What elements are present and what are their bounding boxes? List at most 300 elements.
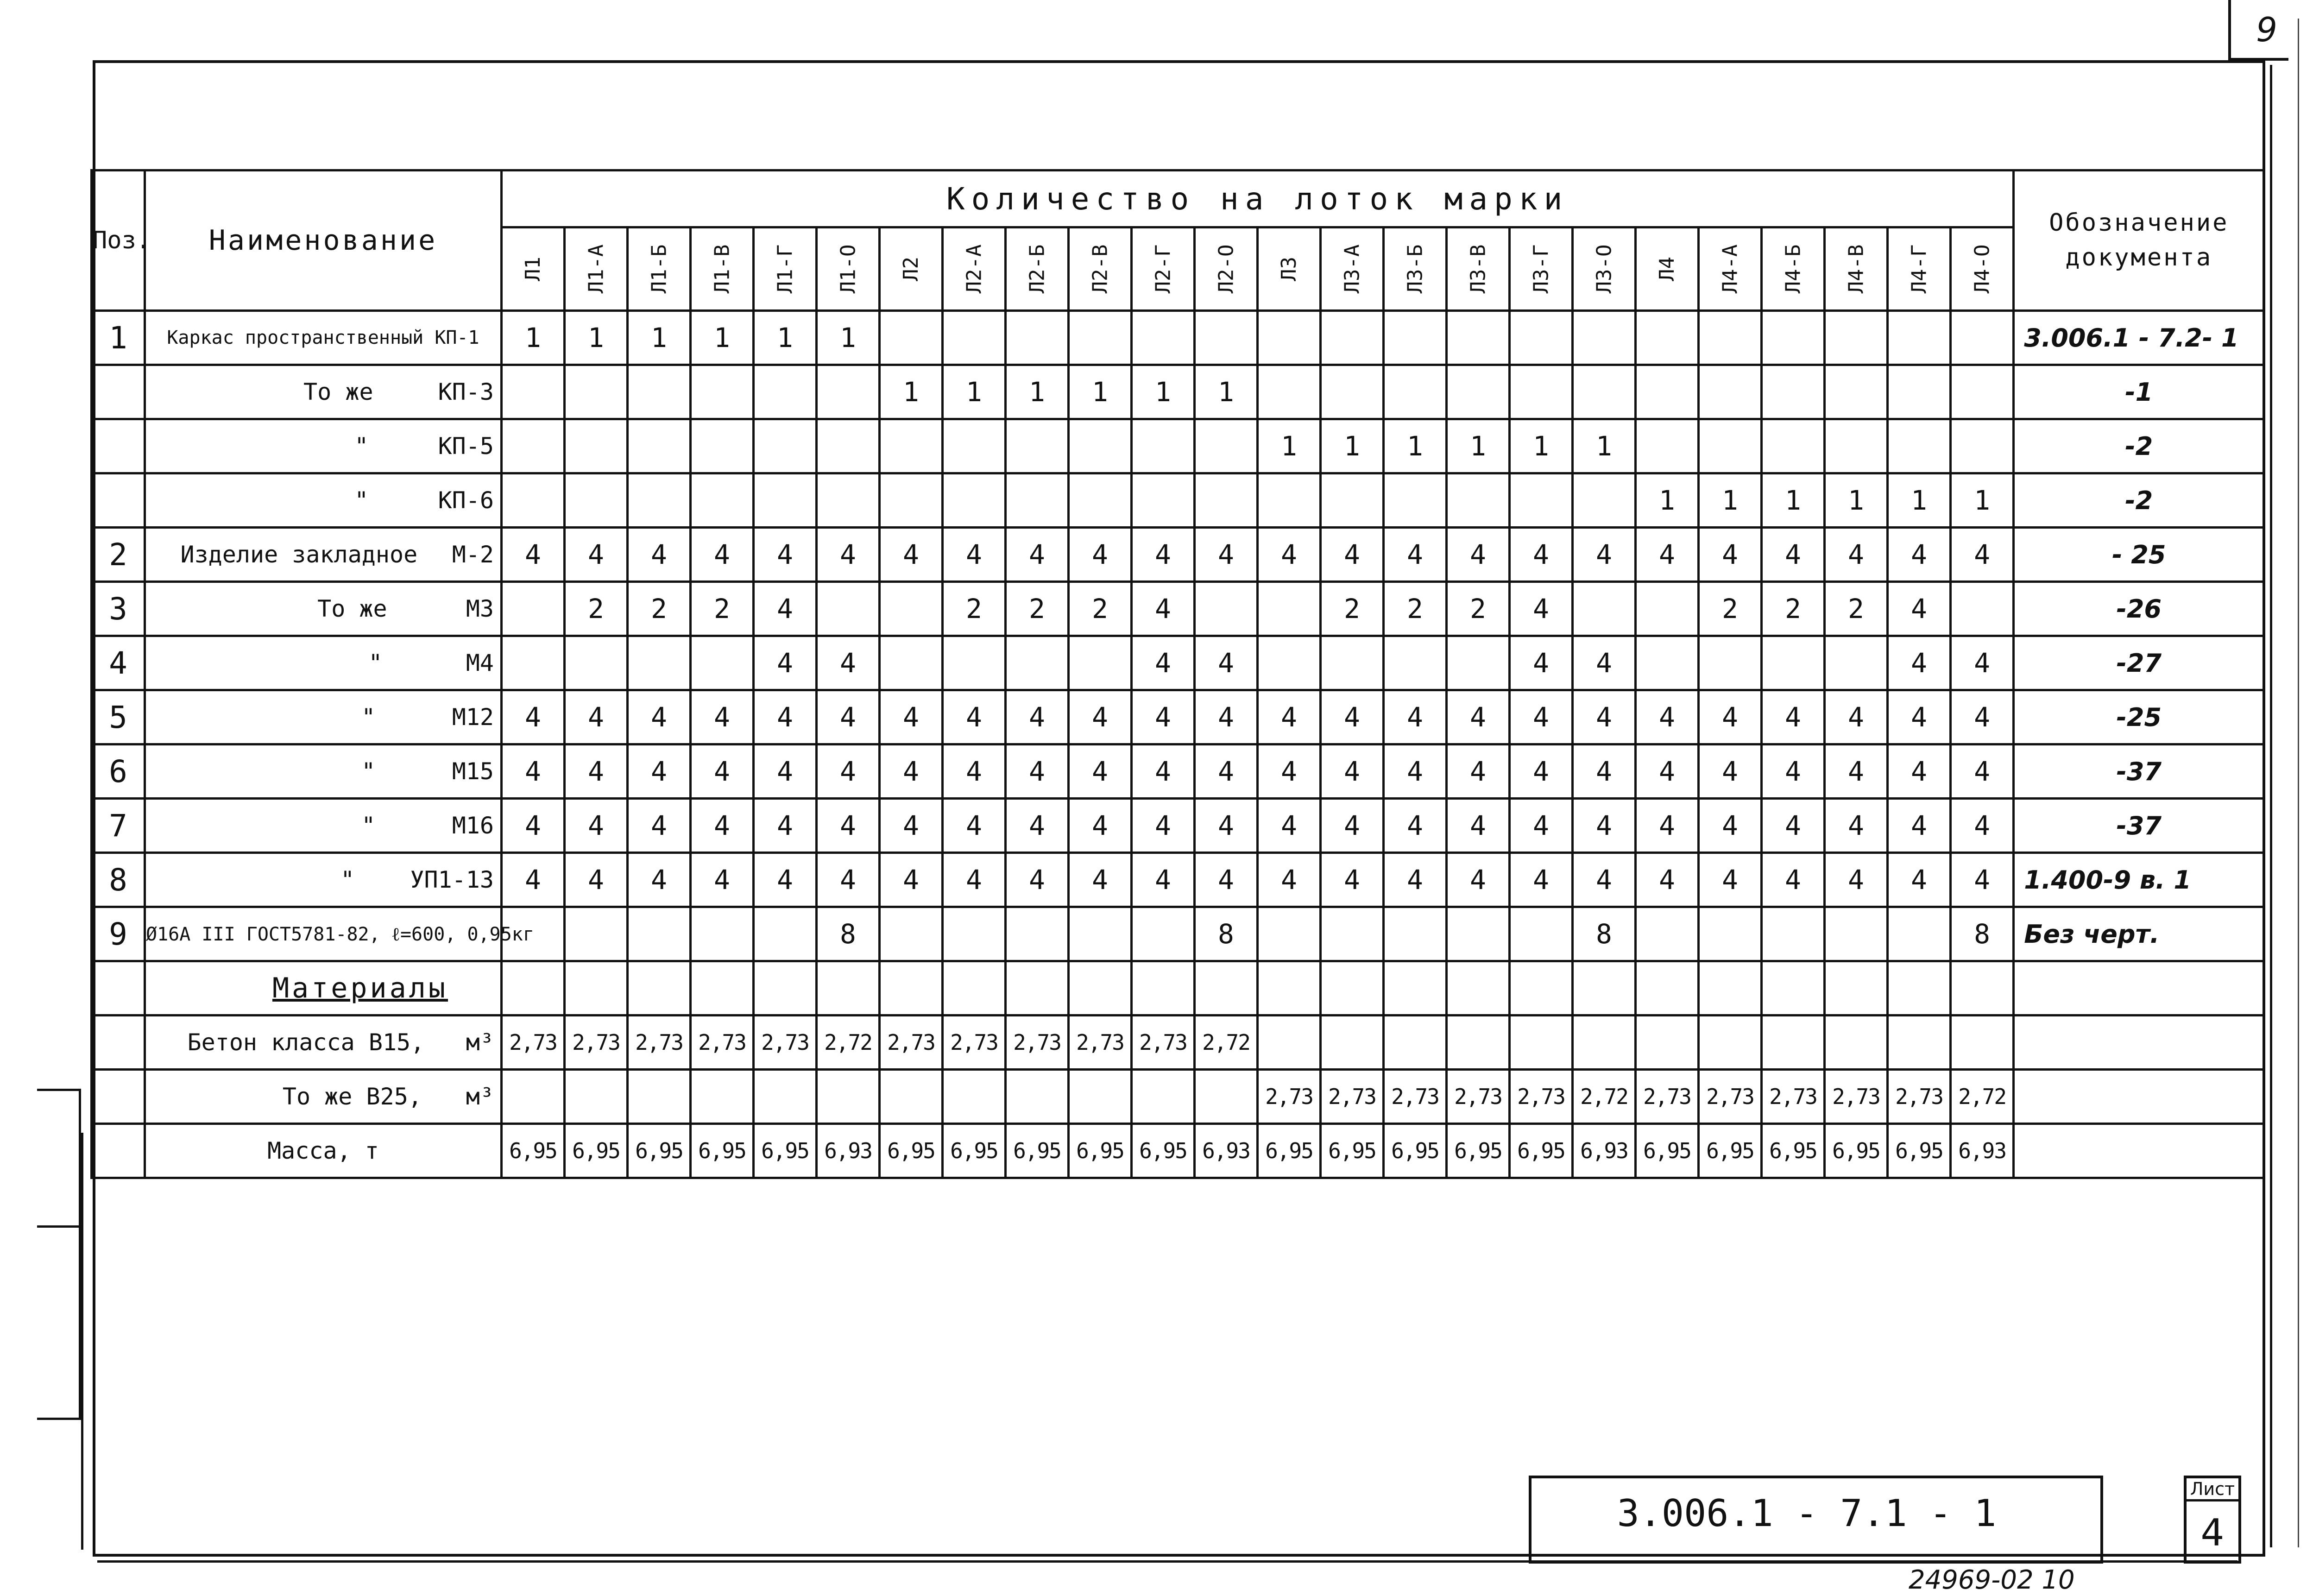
mark-header-cell <box>943 227 1006 311</box>
row-document: -26 <box>2014 582 2264 636</box>
quantity-cell: 4 <box>1132 744 1195 799</box>
mark-header-cell <box>1384 227 1447 311</box>
mark-header-cell <box>1636 227 1699 311</box>
quantity-cell <box>628 473 691 528</box>
row-code: М12 <box>452 704 494 731</box>
page-number: 9 <box>2256 10 2277 49</box>
quantity-cell: 4 <box>691 853 754 907</box>
mark-label: Л1-Г <box>773 244 797 294</box>
quantity-cell <box>1069 1070 1132 1124</box>
quantity-cell: 4 <box>817 744 880 799</box>
quantity-cell: 4 <box>1762 853 1825 907</box>
quantity-cell <box>565 961 628 1016</box>
quantity-cell: 4 <box>1006 853 1069 907</box>
quantity-cell: 4 <box>1636 690 1699 744</box>
quantity-cell: 1 <box>628 311 691 365</box>
quantity-cell: 4 <box>1699 799 1762 853</box>
quantity-cell: 2,73 <box>1132 1016 1195 1070</box>
quantity-cell <box>1195 1070 1258 1124</box>
row-name-cell <box>145 636 502 690</box>
quantity-cell <box>1006 961 1069 1016</box>
quantity-cell <box>1006 1070 1069 1124</box>
quantity-cell: 4 <box>1888 744 1951 799</box>
quantity-cell: 2,73 <box>1258 1070 1321 1124</box>
row-code: м³ <box>466 1029 494 1056</box>
quantity-cell: 2 <box>691 582 754 636</box>
quantity-cell: 4 <box>1888 799 1951 853</box>
quantity-cell <box>1447 961 1510 1016</box>
quantity-cell: 4 <box>1762 690 1825 744</box>
quantity-cell: 4 <box>880 799 943 853</box>
quantity-cell: 4 <box>691 528 754 582</box>
row-name-cell <box>145 311 502 365</box>
quantity-cell: 4 <box>1447 744 1510 799</box>
quantity-cell: 2 <box>943 582 1006 636</box>
quantity-cell: 4 <box>1195 636 1258 690</box>
mark-header-cell <box>880 227 943 311</box>
quantity-cell: 4 <box>1384 744 1447 799</box>
quantity-cell: 1 <box>691 311 754 365</box>
quantity-cell: 1 <box>1573 419 1636 473</box>
quantity-cell <box>1573 473 1636 528</box>
quantity-cell: 4 <box>1006 744 1069 799</box>
quantity-cell <box>1510 907 1573 961</box>
row-code: М4 <box>466 650 494 676</box>
quantity-cell: 4 <box>502 853 565 907</box>
quantity-cell <box>880 1070 943 1124</box>
quantity-cell: 4 <box>502 799 565 853</box>
row-name: Масса, т <box>267 1137 379 1164</box>
quantity-cell: 4 <box>1447 799 1510 853</box>
table-row <box>92 907 2264 961</box>
quantity-cell: 4 <box>1321 799 1384 853</box>
quantity-cell <box>502 636 565 690</box>
quantity-cell: 6,95 <box>565 1124 628 1178</box>
quantity-cell <box>1825 365 1888 419</box>
quantity-cell: 2 <box>1321 582 1384 636</box>
quantity-cell <box>691 907 754 961</box>
mark-label: Л1-А <box>584 244 608 294</box>
quantity-cell <box>754 473 817 528</box>
mark-label: Л3-Б <box>1403 244 1427 294</box>
quantity-cell: 6,95 <box>1762 1124 1825 1178</box>
quantity-cell: 4 <box>628 799 691 853</box>
quantity-cell: 2,73 <box>754 1016 817 1070</box>
row-name: Ø16А III ГОСТ5781-82, ℓ=600, 0,95кг <box>146 923 534 945</box>
quantity-cell: 4 <box>1510 853 1573 907</box>
quantity-cell: 4 <box>754 690 817 744</box>
mark-label: Л2-Г <box>1151 244 1175 294</box>
mark-label: Л4-Б <box>1781 244 1805 294</box>
quantity-cell: 4 <box>502 690 565 744</box>
quantity-cell <box>1762 419 1825 473</box>
quantity-cell: 1 <box>1699 473 1762 528</box>
quantity-cell <box>565 907 628 961</box>
table-row <box>92 799 2264 853</box>
binding-line <box>81 1133 83 1550</box>
quantity-cell: 6,93 <box>1195 1124 1258 1178</box>
quantity-cell <box>691 961 754 1016</box>
quantity-cell: 4 <box>1195 799 1258 853</box>
row-name: То же <box>303 378 373 405</box>
quantity-cell: 4 <box>1951 528 2014 582</box>
quantity-cell: 4 <box>1384 528 1447 582</box>
quantity-cell <box>691 1070 754 1124</box>
quantity-cell: 6,93 <box>817 1124 880 1178</box>
quantity-cell <box>1762 1016 1825 1070</box>
quantity-cell: 4 <box>754 853 817 907</box>
row-name-cell <box>145 365 502 419</box>
quantity-cell: 1 <box>1447 419 1510 473</box>
row-code: м³ <box>466 1083 494 1110</box>
quantity-cell: 1 <box>943 365 1006 419</box>
quantity-cell <box>817 1070 880 1124</box>
quantity-cell: 4 <box>502 528 565 582</box>
quantity-cell: 4 <box>817 690 880 744</box>
mark-header-cell <box>1699 227 1762 311</box>
quantity-cell: 4 <box>1951 799 2014 853</box>
table-row <box>92 961 2264 1016</box>
quantity-cell: 6,95 <box>691 1124 754 1178</box>
quantity-cell: 2,73 <box>1447 1070 1510 1124</box>
row-document: Без черт. <box>2014 907 2264 961</box>
quantity-cell <box>1006 636 1069 690</box>
row-name-cell <box>145 799 502 853</box>
quantity-cell <box>1195 311 1258 365</box>
quantity-cell: 1 <box>1510 419 1573 473</box>
row-name: " <box>361 704 376 731</box>
mark-header-cell <box>1951 227 2014 311</box>
quantity-cell <box>691 419 754 473</box>
header-quantity: Количество на лоток марки <box>502 170 2014 227</box>
quantity-cell <box>1384 636 1447 690</box>
row-name: Бетон класса В15, <box>187 1029 425 1056</box>
row-pos: 6 <box>92 744 145 799</box>
mark-header-cell <box>1132 227 1195 311</box>
table-row <box>92 636 2264 690</box>
quantity-cell: 4 <box>628 744 691 799</box>
quantity-cell: 4 <box>1951 853 2014 907</box>
row-pos <box>92 419 145 473</box>
quantity-cell <box>1762 365 1825 419</box>
mark-label: Л3-Г <box>1529 244 1553 294</box>
quantity-cell: 4 <box>1069 799 1132 853</box>
quantity-cell: 4 <box>1069 853 1132 907</box>
row-name-cell <box>145 907 534 961</box>
header-document-line2: документа <box>2065 244 2213 271</box>
row-name: " <box>368 650 383 676</box>
quantity-cell: 6,95 <box>1888 1124 1951 1178</box>
quantity-cell: 2 <box>1447 582 1510 636</box>
quantity-cell <box>1069 473 1132 528</box>
quantity-cell <box>1825 419 1888 473</box>
quantity-cell: 2,73 <box>1825 1070 1888 1124</box>
quantity-cell <box>1510 365 1573 419</box>
mark-label: Л1 <box>521 257 545 281</box>
quantity-cell <box>1699 365 1762 419</box>
row-name-cell <box>145 690 502 744</box>
row-code: КП-3 <box>438 378 494 405</box>
row-code: М3 <box>466 595 494 622</box>
table-row <box>92 1070 2264 1124</box>
mark-header-cell <box>1006 227 1069 311</box>
row-name: " <box>361 812 376 839</box>
quantity-cell <box>1888 907 1951 961</box>
row-name: Материалы <box>272 972 448 1004</box>
quantity-cell: 4 <box>1258 690 1321 744</box>
quantity-cell: 4 <box>1951 744 2014 799</box>
quantity-cell: 4 <box>691 690 754 744</box>
row-document <box>2014 1016 2264 1070</box>
quantity-cell: 2,73 <box>1699 1070 1762 1124</box>
quantity-cell: 2,73 <box>691 1016 754 1070</box>
quantity-cell <box>1132 907 1195 961</box>
quantity-cell: 4 <box>565 528 628 582</box>
quantity-cell: 2,72 <box>1195 1016 1258 1070</box>
row-name-cell <box>145 744 502 799</box>
quantity-cell: 4 <box>1510 690 1573 744</box>
row-code: М15 <box>452 758 494 785</box>
quantity-cell <box>1762 311 1825 365</box>
table-row <box>92 473 2264 528</box>
quantity-cell: 4 <box>880 744 943 799</box>
quantity-cell <box>1636 582 1699 636</box>
quantity-cell <box>943 473 1006 528</box>
quantity-cell: 2 <box>565 582 628 636</box>
quantity-cell: 4 <box>1573 690 1636 744</box>
quantity-cell <box>1888 961 1951 1016</box>
quantity-cell <box>1888 365 1951 419</box>
row-pos: 8 <box>92 853 145 907</box>
quantity-cell: 4 <box>1006 528 1069 582</box>
quantity-cell: 6,95 <box>1384 1124 1447 1178</box>
quantity-cell <box>1510 1016 1573 1070</box>
quantity-cell: 4 <box>754 799 817 853</box>
quantity-cell <box>754 365 817 419</box>
quantity-cell <box>1006 907 1069 961</box>
quantity-cell: 4 <box>1384 853 1447 907</box>
quantity-cell <box>754 961 817 1016</box>
quantity-cell <box>1321 1016 1384 1070</box>
quantity-cell <box>1258 473 1321 528</box>
mark-label: Л4-В <box>1844 244 1868 294</box>
quantity-cell: 4 <box>1888 853 1951 907</box>
mark-label: Л3-В <box>1466 244 1490 294</box>
table-row <box>92 528 2264 582</box>
quantity-cell <box>1510 311 1573 365</box>
mark-header-cell <box>502 227 565 311</box>
row-name-cell <box>145 853 502 907</box>
mark-header-cell <box>1195 227 1258 311</box>
quantity-cell: 4 <box>1573 799 1636 853</box>
quantity-cell: 4 <box>1951 636 2014 690</box>
row-pos: 1 <box>92 311 145 365</box>
quantity-cell <box>1321 473 1384 528</box>
quantity-cell: 4 <box>1132 799 1195 853</box>
quantity-cell <box>1762 961 1825 1016</box>
quantity-cell: 4 <box>1069 744 1132 799</box>
quantity-cell: 4 <box>817 853 880 907</box>
quantity-cell <box>817 419 880 473</box>
quantity-cell: 2 <box>1006 582 1069 636</box>
row-code: КП-5 <box>438 433 494 460</box>
quantity-cell: 6,95 <box>1258 1124 1321 1178</box>
quantity-cell <box>565 1070 628 1124</box>
row-document: 1.400-9 в. 1 <box>2014 853 2264 907</box>
quantity-cell: 4 <box>754 636 817 690</box>
header-document <box>2014 170 2264 311</box>
quantity-cell <box>691 365 754 419</box>
quantity-cell: 4 <box>1069 690 1132 744</box>
row-document: -25 <box>2014 690 2264 744</box>
row-document <box>2014 1070 2264 1124</box>
quantity-cell: 2 <box>628 582 691 636</box>
mark-header-cell <box>628 227 691 311</box>
quantity-cell: 4 <box>628 528 691 582</box>
row-code: М-2 <box>452 541 494 568</box>
mark-header-cell <box>754 227 817 311</box>
quantity-cell <box>1321 907 1384 961</box>
quantity-cell: 6,95 <box>1510 1124 1573 1178</box>
row-pos: 3 <box>92 582 145 636</box>
quantity-cell: 6,95 <box>628 1124 691 1178</box>
quantity-cell <box>1825 961 1888 1016</box>
row-document: -2 <box>2014 419 2264 473</box>
table-row <box>92 1016 2264 1070</box>
quantity-cell <box>1321 961 1384 1016</box>
mark-label: Л3-О <box>1592 244 1616 294</box>
row-name-cell <box>145 528 502 582</box>
quantity-cell <box>943 961 1006 1016</box>
quantity-cell <box>1132 473 1195 528</box>
quantity-cell <box>1636 961 1699 1016</box>
quantity-cell <box>1258 1016 1321 1070</box>
row-document: -37 <box>2014 799 2264 853</box>
quantity-cell <box>1951 582 2014 636</box>
quantity-cell: 4 <box>1699 528 1762 582</box>
quantity-cell: 1 <box>502 311 565 365</box>
quantity-cell: 4 <box>1258 744 1321 799</box>
quantity-cell <box>1699 907 1762 961</box>
quantity-cell <box>880 636 943 690</box>
sheet-label: Лист <box>2184 1479 2241 1501</box>
quantity-cell <box>1384 961 1447 1016</box>
binding-strip-upper <box>37 1089 81 1228</box>
quantity-cell: 2 <box>1762 582 1825 636</box>
quantity-cell <box>1069 419 1132 473</box>
quantity-cell <box>1951 365 2014 419</box>
quantity-cell <box>1447 311 1510 365</box>
quantity-cell: 1 <box>1006 365 1069 419</box>
quantity-cell: 2,73 <box>1888 1070 1951 1124</box>
quantity-cell: 4 <box>1825 799 1888 853</box>
row-pos: 7 <box>92 799 145 853</box>
table-row <box>92 582 2264 636</box>
quantity-cell: 4 <box>1762 799 1825 853</box>
quantity-cell <box>1258 311 1321 365</box>
row-pos: 9 <box>92 907 145 961</box>
quantity-cell: 6,95 <box>1321 1124 1384 1178</box>
quantity-cell: 4 <box>1447 528 1510 582</box>
quantity-cell <box>880 473 943 528</box>
quantity-cell: 6,95 <box>1132 1124 1195 1178</box>
quantity-cell <box>502 419 565 473</box>
quantity-cell: 4 <box>1636 528 1699 582</box>
quantity-cell: 4 <box>1321 853 1384 907</box>
archive-number: 24969-02 10 <box>1909 1565 2075 1595</box>
quantity-cell <box>1825 907 1888 961</box>
quantity-cell: 4 <box>1510 528 1573 582</box>
quantity-cell: 4 <box>502 744 565 799</box>
mark-label: Л4 <box>1655 257 1679 281</box>
quantity-cell: 4 <box>1447 853 1510 907</box>
quantity-cell <box>1573 1016 1636 1070</box>
table-body <box>92 311 2264 1178</box>
quantity-cell: 4 <box>1321 744 1384 799</box>
binding-strip-lower <box>37 1225 81 1420</box>
quantity-cell <box>1447 473 1510 528</box>
quantity-cell: 4 <box>1888 528 1951 582</box>
mark-label: Л1-О <box>836 244 860 294</box>
quantity-cell <box>1258 365 1321 419</box>
quantity-cell <box>1258 582 1321 636</box>
table-row <box>92 853 2264 907</box>
quantity-cell: 4 <box>1384 799 1447 853</box>
quantity-cell: 4 <box>1258 799 1321 853</box>
quantity-cell <box>754 1070 817 1124</box>
quantity-cell <box>502 365 565 419</box>
quantity-cell: 1 <box>1888 473 1951 528</box>
quantity-cell: 2 <box>1384 582 1447 636</box>
row-name: То же <box>317 595 387 622</box>
quantity-cell <box>1069 907 1132 961</box>
quantity-cell: 2 <box>1825 582 1888 636</box>
quantity-cell <box>691 636 754 690</box>
quantity-cell <box>1636 311 1699 365</box>
table-row <box>92 744 2264 799</box>
quantity-cell: 4 <box>1321 528 1384 582</box>
quantity-cell: 2,73 <box>1762 1070 1825 1124</box>
row-name-cell <box>145 419 502 473</box>
quantity-cell: 4 <box>1699 690 1762 744</box>
quantity-cell: 1 <box>1069 365 1132 419</box>
row-name: " <box>361 758 376 785</box>
quantity-cell <box>1195 582 1258 636</box>
quantity-cell: 4 <box>1573 528 1636 582</box>
quantity-cell <box>1447 636 1510 690</box>
quantity-cell <box>1384 365 1447 419</box>
quantity-cell: 4 <box>1510 582 1573 636</box>
quantity-cell: 2,73 <box>565 1016 628 1070</box>
quantity-cell: 2,73 <box>943 1016 1006 1070</box>
quantity-cell: 2,73 <box>1006 1016 1069 1070</box>
quantity-cell <box>565 636 628 690</box>
quantity-cell <box>880 907 943 961</box>
row-document: -2 <box>2014 473 2264 528</box>
quantity-cell: 4 <box>1510 636 1573 690</box>
quantity-cell <box>1510 961 1573 1016</box>
quantity-cell: 4 <box>1510 744 1573 799</box>
quantity-cell: 2,72 <box>1573 1070 1636 1124</box>
quantity-cell: 4 <box>1384 690 1447 744</box>
quantity-cell: 4 <box>817 528 880 582</box>
quantity-cell: 4 <box>1636 744 1699 799</box>
quantity-cell: 6,93 <box>1951 1124 2014 1178</box>
row-name: То же В25, <box>282 1083 422 1110</box>
quantity-cell: 1 <box>817 311 880 365</box>
row-document: -1 <box>2014 365 2264 419</box>
quantity-cell: 1 <box>1825 473 1888 528</box>
